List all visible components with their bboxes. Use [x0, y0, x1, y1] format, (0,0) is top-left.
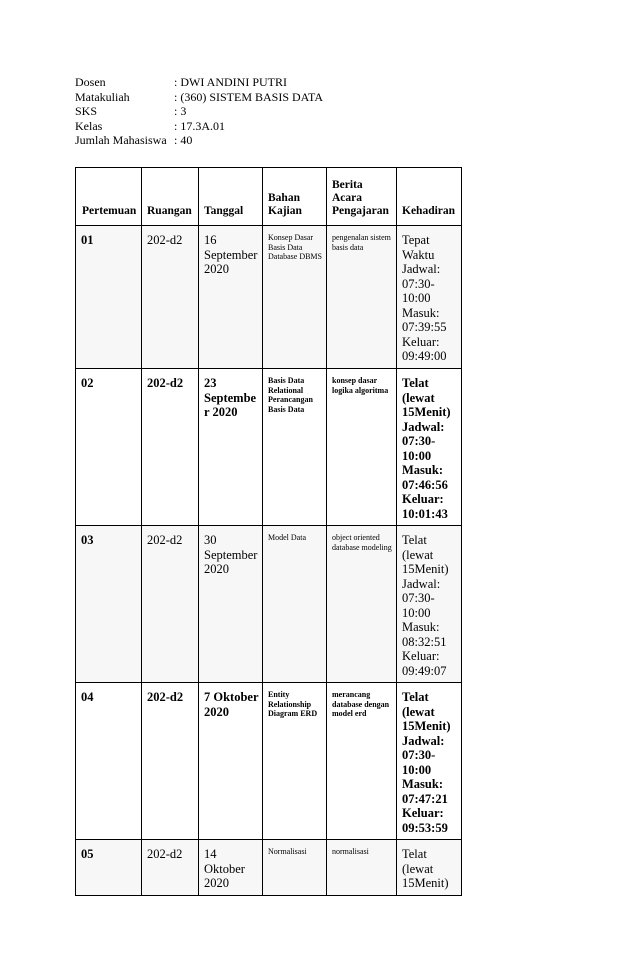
cell-kehadiran: Telat (lewat 15Menit) Jadwal: 07:30-10:00 Masuk: 07:47:21 Keluar: 09:53:59: [397, 683, 462, 840]
matakuliah-label: Matakuliah: [75, 89, 130, 104]
table-row: [76, 840, 462, 896]
cell-pertemuan: 05: [76, 840, 142, 896]
cell-ruangan: 202-d2: [142, 226, 199, 369]
cell-pertemuan: 04: [76, 683, 142, 840]
cell-pertemuan: 01: [76, 226, 142, 369]
cell-bahan-kajian: Entity Relationship Diagram ERD: [263, 683, 327, 840]
info-sks: [75, 104, 323, 119]
jumlah-label: Jumlah Mahasiswa: [75, 133, 167, 147]
cell-kehadiran: Telat (lewat 15Menit): [397, 840, 462, 896]
cell-tanggal: 16 September 2020: [199, 226, 263, 369]
course-info: [75, 75, 323, 148]
table-row: [76, 369, 462, 526]
cell-ruangan: 202-d2: [142, 369, 199, 526]
header-ruangan: Ruangan: [142, 168, 199, 226]
dosen-value: : DWI ANDINI PUTRI: [174, 75, 287, 89]
cell-berita-acara: merancang database dengan model erd: [327, 683, 397, 840]
cell-tanggal: 14 Oktober 2020: [199, 840, 263, 896]
cell-kehadiran: Telat (lewat 15Menit) Jadwal: 07:30-10:00 Masuk: 07:46:56 Keluar: 10:01:43: [397, 369, 462, 526]
table-row: [76, 226, 462, 369]
header-berita-acara: Berita Acara Pengajaran: [327, 168, 397, 226]
cell-kehadiran: Telat (lewat 15Menit) Jadwal: 07:30-10:00 Masuk: 08:32:51 Keluar: 09:49:07: [397, 526, 462, 683]
info-matakuliah: [75, 90, 323, 105]
header-kehadiran: Kehadiran: [397, 168, 462, 226]
cell-berita-acara: pengenalan sistem basis data: [327, 226, 397, 369]
table-header-row: [76, 168, 462, 226]
cell-kehadiran: Tepat Waktu Jadwal: 07:30-10:00 Masuk: 07:39:55 Keluar: 09:49:00: [397, 226, 462, 369]
sks-value: : 3: [174, 104, 187, 118]
cell-pertemuan: 03: [76, 526, 142, 683]
cell-ruangan: 202-d2: [142, 840, 199, 896]
info-kelas: [75, 119, 323, 134]
dosen-label: Dosen: [75, 75, 106, 89]
cell-tanggal: 23 September 2020: [199, 369, 263, 526]
matakuliah-value: : (360) SISTEM BASIS DATA: [174, 89, 324, 104]
table-row: [76, 526, 462, 683]
cell-bahan-kajian: Konsep Dasar Basis Data Database DBMS: [263, 226, 327, 369]
cell-bahan-kajian: Basis Data Relational Perancangan Basis Data: [263, 369, 327, 526]
header-bahan-kajian: Bahan Kajian: [263, 168, 327, 226]
cell-tanggal: 7 Oktober 2020: [199, 683, 263, 840]
attendance-table: [75, 167, 462, 896]
cell-pertemuan: 02: [76, 369, 142, 526]
cell-berita-acara: object oriented database modeling: [327, 526, 397, 683]
header-tanggal: Tanggal: [199, 168, 263, 226]
jumlah-value: : 40: [174, 133, 193, 147]
kelas-value: : 17.3A.01: [174, 118, 225, 133]
cell-berita-acara: konsep dasar logika algoritma: [327, 369, 397, 526]
header-pertemuan: Pertemuan: [76, 168, 142, 226]
info-jumlah-mahasiswa: [75, 133, 323, 148]
kelas-label: Kelas: [75, 118, 103, 133]
cell-bahan-kajian: Normalisasi: [263, 840, 327, 896]
sks-label: SKS: [75, 104, 98, 118]
info-dosen: [75, 75, 323, 90]
table-row: [76, 683, 462, 840]
cell-ruangan: 202-d2: [142, 683, 199, 840]
cell-ruangan: 202-d2: [142, 526, 199, 683]
cell-berita-acara: normalisasi: [327, 840, 397, 896]
cell-tanggal: 30 September 2020: [199, 526, 263, 683]
cell-bahan-kajian: Model Data: [263, 526, 327, 683]
